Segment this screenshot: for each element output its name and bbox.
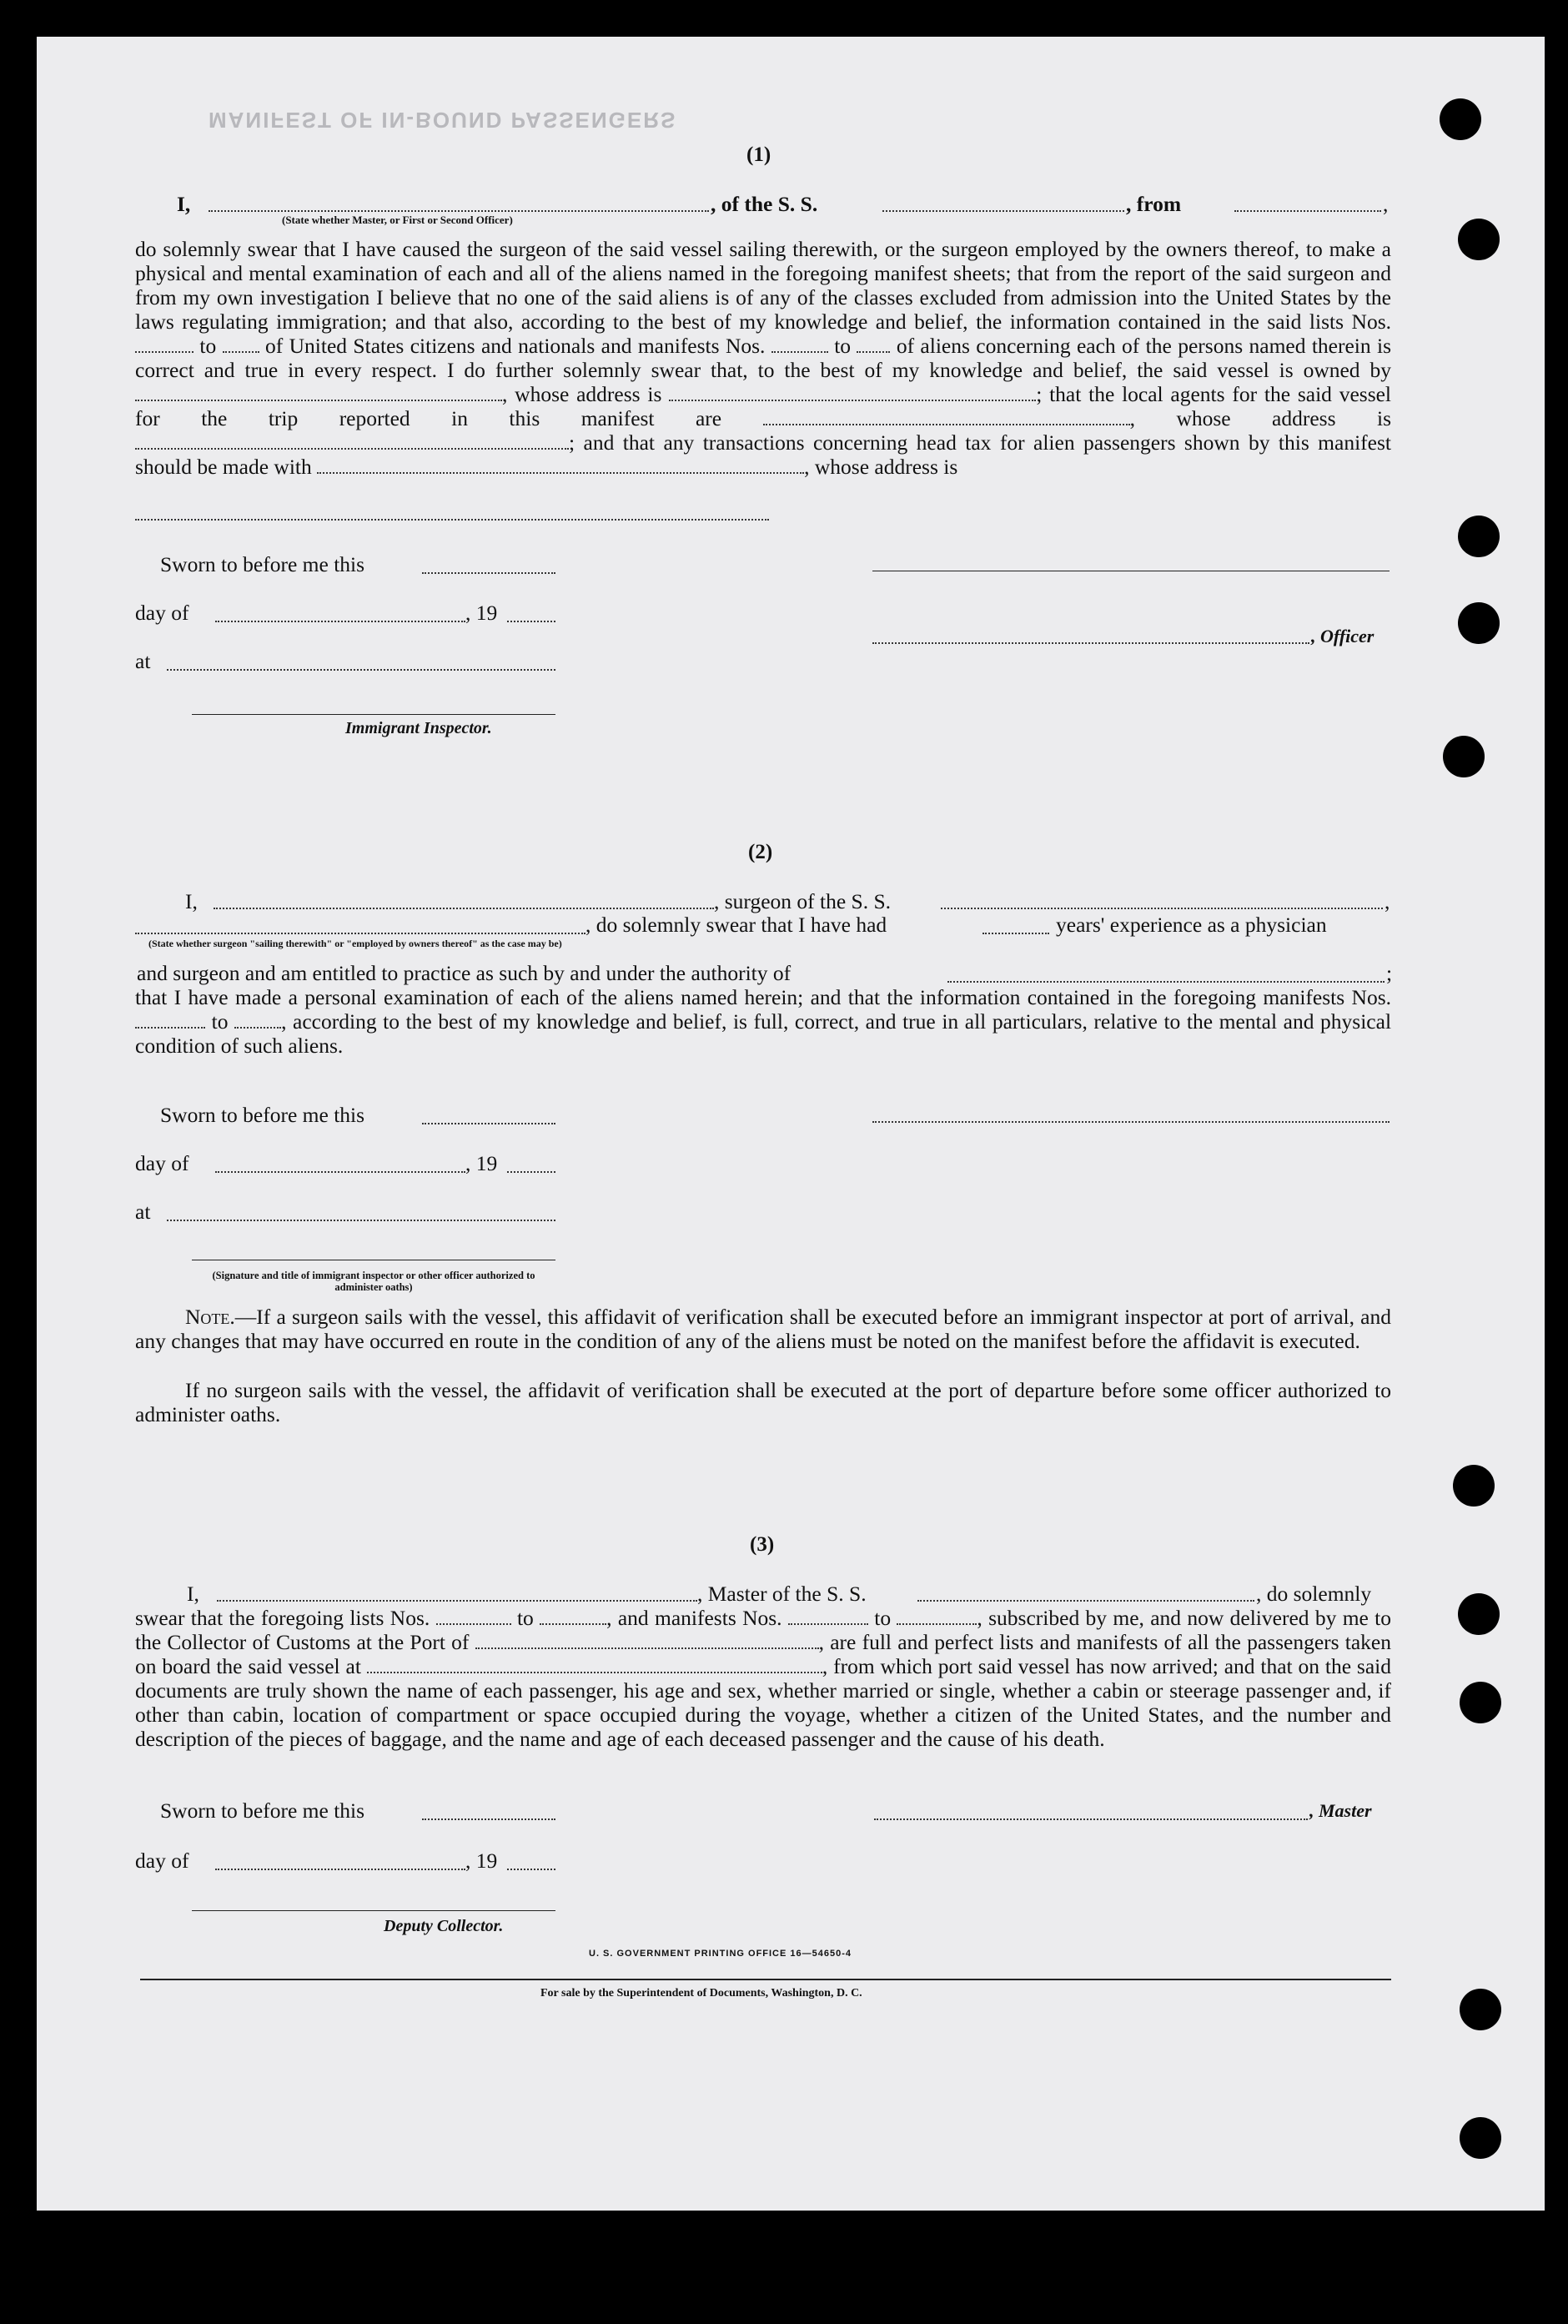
s3-manifests-to-field[interactable] — [897, 1623, 977, 1625]
s3-i-label: I, — [187, 1582, 199, 1606]
s3-year-label: , 19 — [465, 1849, 498, 1873]
s3-lists-to-field[interactable] — [540, 1623, 606, 1625]
s2-to-label: to — [211, 1009, 229, 1034]
s1-aliens-text: of aliens concerning each of the persons named therein is correct and true in every respect. I do further solemnly swear that, to the best of my knowledge and belief, the said vessel is owned by — [135, 334, 1392, 382]
s1-oath-text: do solemnly swear that I have caused the surgeon of the said vessel sailing therewith, or the surgeon employed by the owners thereof, to make a physical and mental examination of each and all of the aliens named in the foregoing manifest sheets; that from the report of the said surgeon and from my own investigation I believe that no one of the said aliens is of any of the classes excluded from admission into the United States by the laws regulating immigration; and that also, according to the best of my knowledge and belief, the information contained in the said lists Nos. — [135, 237, 1391, 334]
s3-master-sign-field[interactable] — [874, 1818, 1308, 1820]
s1-ship-field[interactable] — [882, 210, 1124, 212]
s2-signature-field[interactable] — [872, 1121, 1390, 1123]
s1-semicolon: ; — [1036, 382, 1043, 406]
s3-year-field[interactable] — [507, 1869, 555, 1870]
s3-oath-paragraph — [135, 1606, 1391, 1751]
s1-whose-address-label: , whose address is — [502, 382, 662, 406]
s2-sworn-label: Sworn to before me this — [160, 1103, 365, 1127]
s2-surgeon-of-label: , surgeon of the S. S. — [714, 889, 892, 913]
s1-year-label: , 19 — [465, 601, 498, 625]
s1-citizens-text: of United States citizens and nationals and manifests Nos. — [265, 334, 766, 358]
s1-officer-field[interactable] — [209, 210, 709, 212]
s2-oath-text: that I have made a personal examination of each of the aliens named herein; and that the information contained in the foregoing manifests Nos. — [135, 985, 1391, 1009]
s2-authority-label: and surgeon and am entitled to practice as such by and under the authority of — [137, 961, 792, 985]
s3-day-field[interactable] — [215, 1869, 465, 1870]
s3-subscribed-text: , subscribed by me, and now delivered by me to the Collector of Customs at the Port of — [135, 1606, 1392, 1654]
s3-oath-text: swear that the foregoing lists Nos. — [135, 1606, 430, 1630]
s1-at-label: at — [135, 649, 151, 673]
s3-port-field[interactable] — [475, 1647, 819, 1649]
s2-sworn-field[interactable] — [422, 1123, 555, 1124]
s1-inspector-label: Immigrant Inspector. — [345, 719, 492, 737]
s1-whose-address3-label: , whose address is — [804, 455, 958, 479]
s1-i-label: I, — [177, 192, 191, 216]
s2-note2-text: If no surgeon sails with the vessel, the affidavit of verification shall be executed at the port of departure before some officer authorized to administer oaths. — [135, 1378, 1391, 1426]
binder-hole-10 — [1460, 2117, 1501, 2159]
s1-manifests-to-field[interactable] — [857, 351, 890, 353]
s2-oath-paragraph — [135, 985, 1391, 1058]
s2-surgeon-type-field[interactable] — [135, 933, 585, 934]
s2-swear-label: , do solemnly swear that I have had — [585, 913, 887, 937]
binder-hole-2 — [1458, 219, 1500, 260]
footer-rule — [140, 1979, 1391, 1980]
s2-year-field[interactable] — [507, 1171, 555, 1173]
s2-manifests-from-field[interactable] — [135, 1027, 205, 1029]
s1-head-tax-text: ; and that any transactions concerning head tax for alien passengers shown by this manifest should be made with — [135, 430, 1391, 479]
s2-at-field[interactable] — [167, 1220, 555, 1221]
s1-inspector-line[interactable] — [192, 714, 555, 715]
s2-authority-field[interactable] — [947, 981, 1385, 983]
s1-of-ss-label: , of the S. S. — [711, 192, 818, 216]
s1-comma: , — [1129, 406, 1135, 430]
sale-notice: For sale by the Superintendent of Documents, Washington, D. C. — [540, 1987, 862, 2000]
binder-hole-9 — [1460, 1989, 1501, 2030]
s1-sworn-field[interactable] — [422, 572, 555, 574]
s3-master-name-field[interactable] — [217, 1600, 697, 1602]
s3-master-label: , Master — [1309, 1800, 1372, 1821]
s3-deputy-line[interactable] — [192, 1910, 555, 1911]
s2-surgeon-note: (State whether surgeon "sailing therewith" or "employed by owners thereof" as the case may be) — [148, 938, 562, 949]
s1-local-agents-text: that the local agents for the said vessel for the trip reported in this manifest are — [135, 382, 1392, 430]
s3-embark-port-field[interactable] — [367, 1672, 822, 1673]
s2-note-paragraph — [135, 1305, 1391, 1353]
s1-agents-field[interactable] — [763, 424, 1130, 425]
s1-agents-address-field[interactable] — [135, 448, 569, 450]
binder-hole-5 — [1443, 736, 1485, 777]
s1-year-field[interactable] — [507, 621, 555, 622]
binder-hole-7 — [1458, 1593, 1500, 1635]
s3-sworn-field[interactable] — [422, 1818, 555, 1820]
s2-day-of-label: day of — [135, 1151, 189, 1175]
binder-hole-3 — [1458, 516, 1500, 557]
s2-comma: , — [1385, 889, 1390, 913]
s3-ship-field[interactable] — [917, 1600, 1254, 1602]
s1-lists-to-field[interactable] — [223, 351, 259, 353]
s2-years-label: years' experience as a physician — [1056, 913, 1327, 937]
s1-at-field[interactable] — [167, 669, 555, 671]
s3-master-of-label: , Master of the S. S. — [697, 1582, 867, 1606]
s3-full-lists-text: , are full and perfect lists and manifests of all the passengers taken on board the said vessel at — [135, 1630, 1391, 1678]
s1-owner-field[interactable] — [135, 400, 502, 401]
s3-lists-from-field[interactable] — [436, 1623, 511, 1625]
s1-officer-sign-field[interactable] — [872, 642, 1309, 644]
s1-to2-label: to — [834, 334, 852, 358]
s3-from-which-text: , from which port said vessel has now arrived; and that on the said documents are truly shown the name of each passenger, his age and sex, whether married or single, whether a cabin or steerage passenger and, if other than cabin, location of compartment or space occupied during the voyage, whether a citizen of the United States, and the number and description of the pieces of baggage, and the name and age of each deceased passenger and the cause of his death. — [135, 1654, 1392, 1751]
s2-surgeon-name-field[interactable] — [214, 908, 714, 909]
s3-solemnly-label: , do solemnly — [1256, 1582, 1372, 1606]
s1-day-of-label: day of — [135, 601, 189, 625]
s3-to2-label: to — [874, 1606, 892, 1630]
s2-day-field[interactable] — [215, 1171, 465, 1173]
s2-note-text: —If a surgeon sails with the vessel, this affidavit of verification shall be executed before an immigrant inspector at port of arrival, and any changes that may have occurred en route in the condition of any of the aliens must be noted on the manifest before the affidavit is executed. — [135, 1305, 1391, 1353]
s3-sworn-label: Sworn to before me this — [160, 1798, 365, 1823]
s1-lists-from-field[interactable] — [135, 351, 193, 353]
s1-from-label: , from — [1126, 192, 1182, 216]
s2-year-label: , 19 — [465, 1151, 498, 1175]
s1-line1-end: , — [1383, 192, 1389, 216]
section-3-heading: (3) — [750, 1533, 775, 1556]
s1-officer-label: , Officer — [1311, 626, 1375, 646]
s1-to-label: to — [199, 334, 217, 358]
bleed-through-text: MANIFEST OF IN-BOUND PASSENGERS — [209, 108, 677, 133]
s3-day-of-label: day of — [135, 1849, 189, 1873]
s2-manifests-to-field[interactable] — [234, 1027, 281, 1029]
s1-sworn-label: Sworn to before me this — [160, 552, 365, 576]
s2-years-field[interactable] — [983, 933, 1049, 934]
s2-note-label: Note. — [185, 1305, 235, 1329]
s1-day-field[interactable] — [215, 621, 465, 622]
gpo-imprint: U. S. GOVERNMENT PRINTING OFFICE 16—54650-4 — [589, 1949, 852, 1959]
s1-head-tax-address-field[interactable] — [135, 519, 769, 521]
s2-note2-paragraph — [135, 1378, 1391, 1426]
s1-manifests-from-field[interactable] — [771, 351, 828, 353]
s1-from-field[interactable] — [1234, 210, 1381, 212]
s3-deputy-label: Deputy Collector. — [384, 1917, 504, 1935]
s1-oath-paragraph — [135, 237, 1391, 479]
s2-i-label: I, — [185, 889, 198, 913]
s1-owner-address-field[interactable] — [669, 400, 1036, 401]
s3-to-label: to — [516, 1606, 534, 1630]
s2-oath-end: , according to the best of my knowledge and belief, is full, correct, and true in all particulars, relative to the mental and physical condition of such aliens. — [135, 1009, 1392, 1058]
s2-ship-field[interactable] — [941, 908, 1383, 909]
section-1-heading: (1) — [746, 143, 771, 166]
binder-hole-8 — [1460, 1682, 1501, 1723]
section-2-heading: (2) — [748, 841, 773, 863]
s1-head-tax-field[interactable] — [317, 472, 804, 474]
binder-hole-4 — [1458, 602, 1500, 644]
s1-whose-address2-label: whose address is — [1176, 406, 1392, 430]
s2-semicolon: ; — [1386, 961, 1393, 985]
s2-at-label: at — [135, 1200, 151, 1224]
s1-officer-note: (State whether Master, or First or Second Officer) — [282, 214, 513, 226]
binder-hole-1 — [1440, 98, 1481, 140]
s3-manifests-from-field[interactable] — [788, 1623, 868, 1625]
s3-and-manifests-label: , and manifests Nos. — [606, 1606, 782, 1630]
binder-hole-6 — [1453, 1465, 1495, 1507]
s2-signature-note: (Signature and title of immigrant inspector or other officer authorized to administer oaths) — [212, 1270, 535, 1293]
